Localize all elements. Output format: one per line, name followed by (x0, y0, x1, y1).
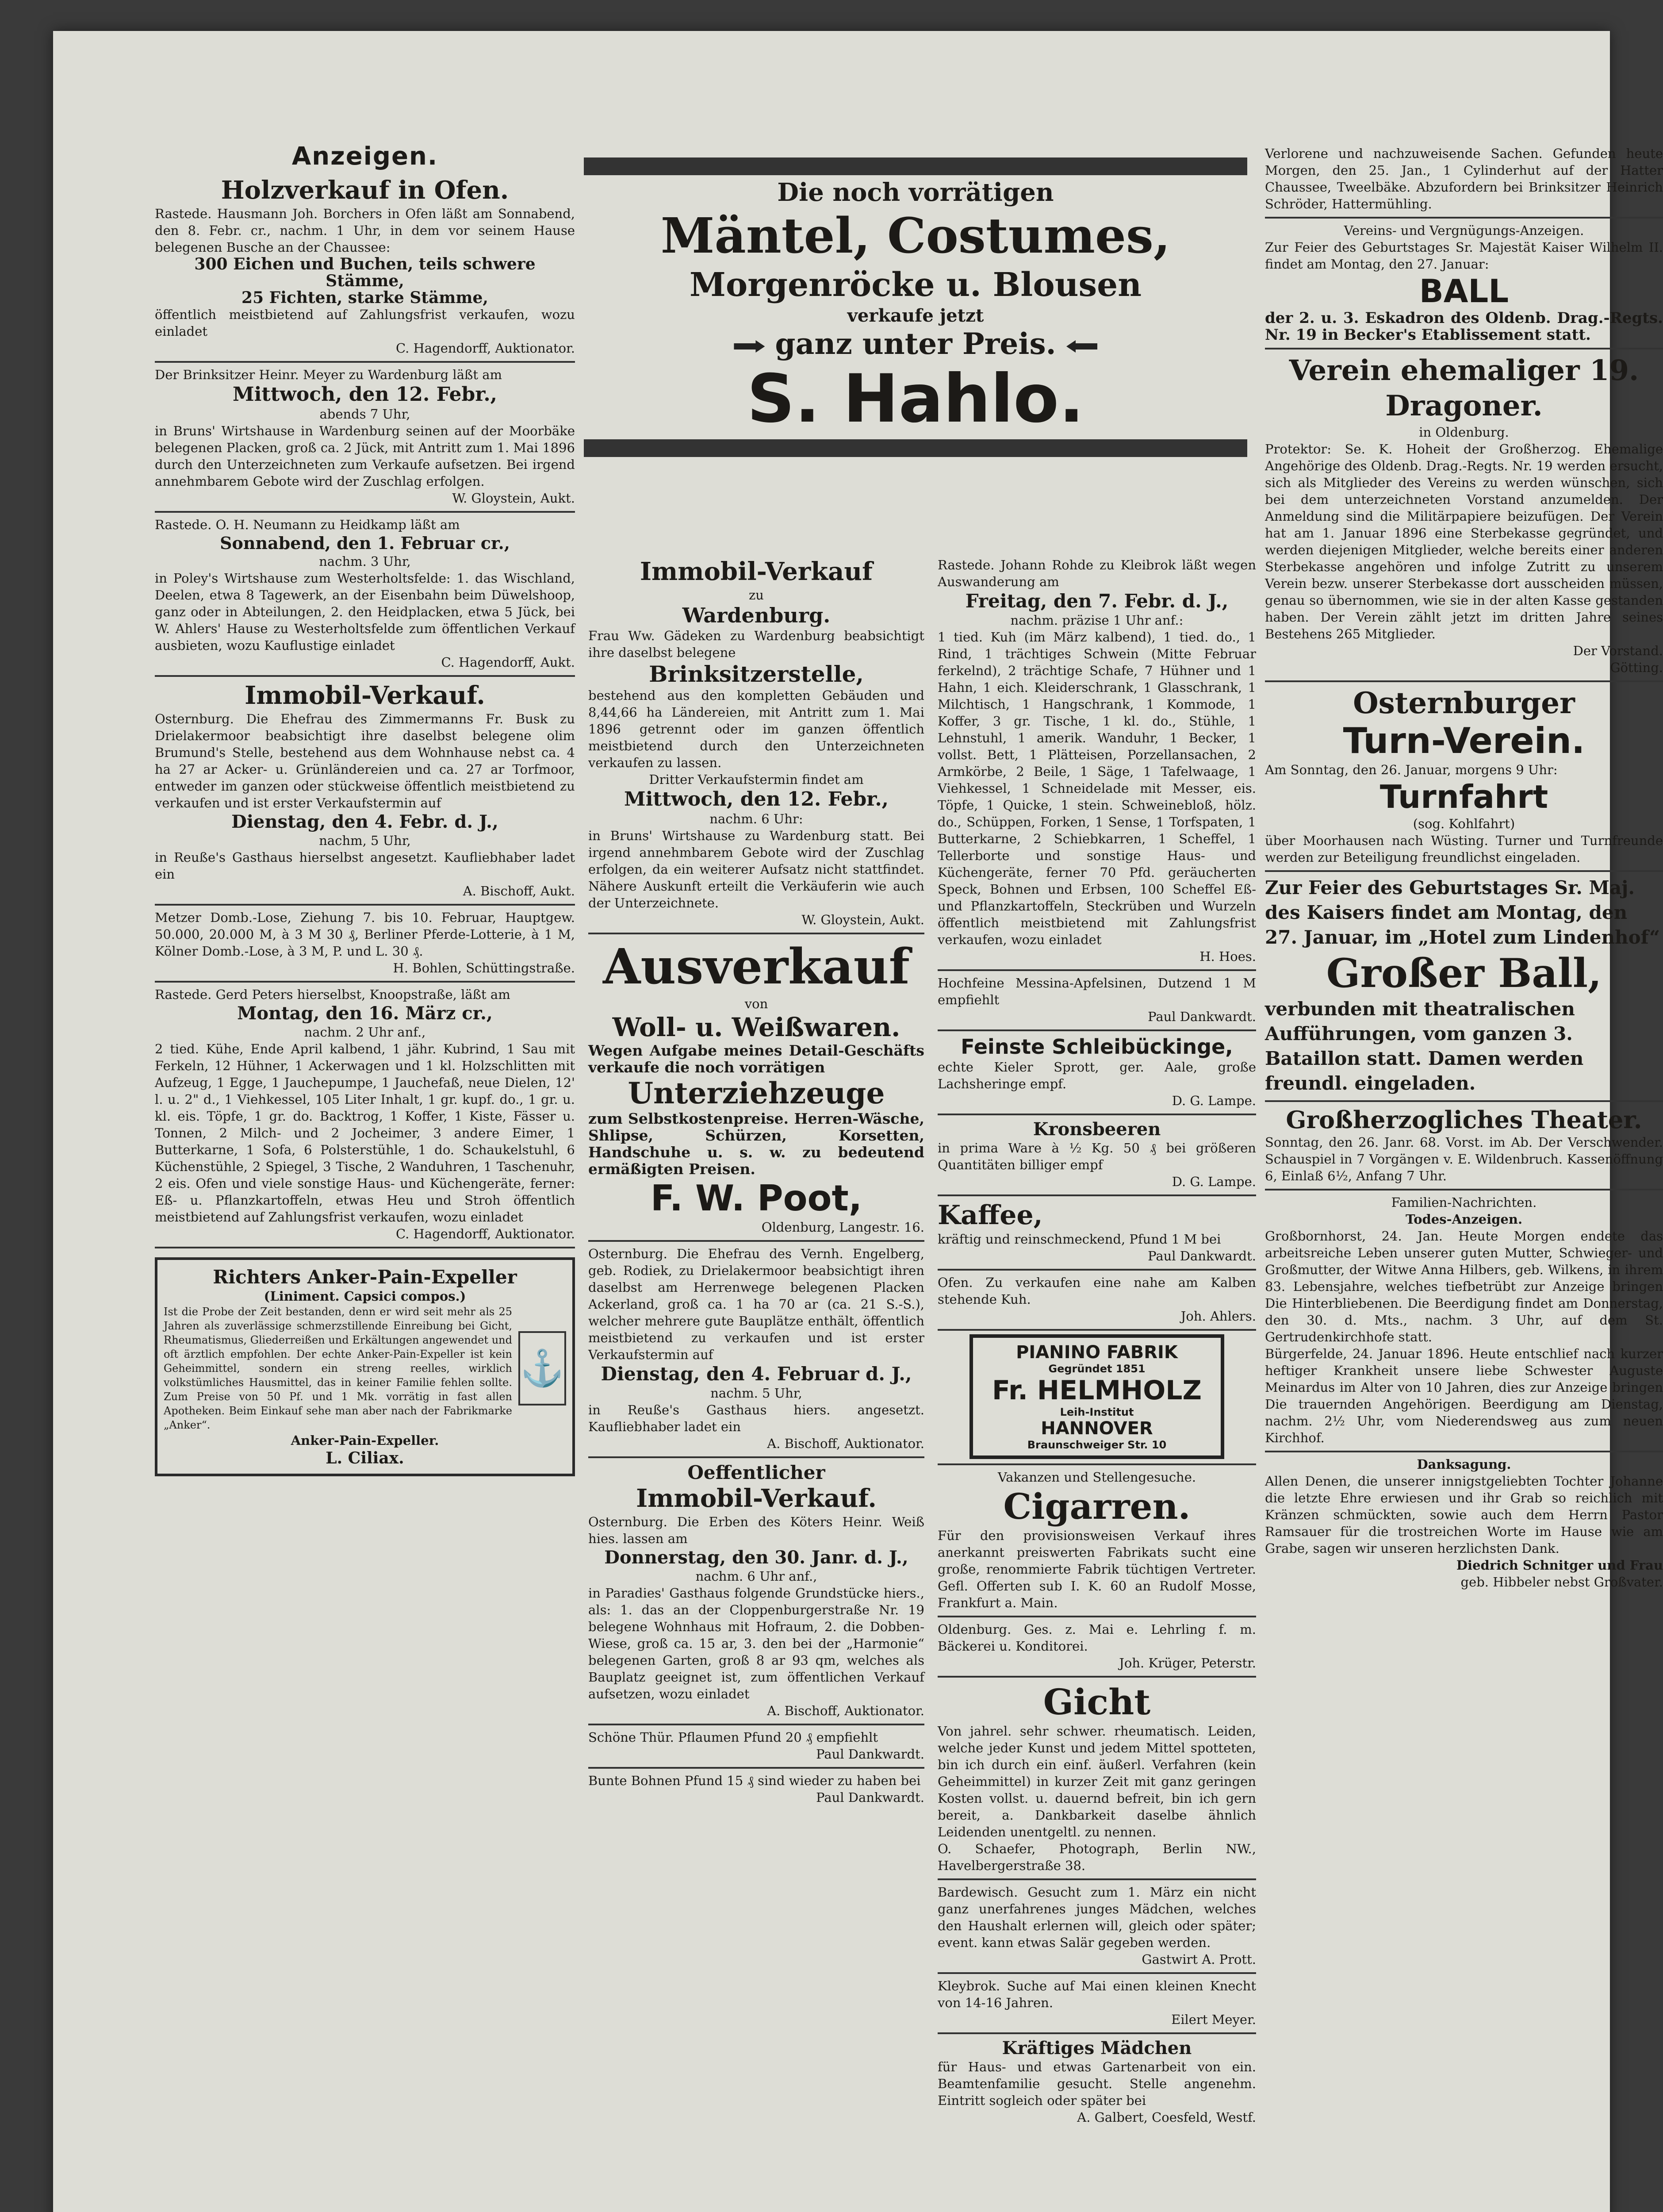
ad-signature: geb. Hibbeler nebst Großvater. (1460, 1575, 1663, 1590)
ad-immobil-wardenburg (588, 553, 924, 934)
ad-body: Großbornhorst, 24. Jan. Heute Morgen endete das arbeitsreiche Leben unserer guten Mutter, Schwieger- und Großmutter, der Witwe Anna Hilbers, geb. Wilkens, in ihrem 83. Lebensjahre, welches tiefbetrübt zur Anzeige bringen Die Hinterbliebenen. Die Beerdigung findet am Donnerstag, den 30. d. Mts., nachm. 3 Uhr, auf dem St. Gertrudenkirchhofe statt. (1265, 1229, 1663, 1344)
pointing-hand-icon (1066, 340, 1097, 353)
ad-headline: Unterziehzeuge (628, 1076, 885, 1110)
ad-body: in Reuße's Gasthaus hierselbst angesetzt. Kaufliebhaber ladet ein (155, 850, 575, 882)
logo-text: Gegründet 1851 (1048, 1363, 1146, 1375)
ad-body: echte Kieler Sprott, ger. Aale, große Lachsheringe empf. (938, 1060, 1256, 1091)
ad-maedchen (938, 2034, 1256, 2130)
section-heading: Vereins- und Vergnügungs-Anzeigen. (1344, 223, 1584, 238)
ad-theater (1265, 1102, 1663, 1190)
ad-body: Ofen. Zu verkaufen eine nahe am Kalben stehende Kuh. (938, 1275, 1256, 1307)
ad-body: Osternburg. Die Ehefrau des Vernh. Engelberg, geb. Rodiek, zu Drielakermoor beabsichtigt ihren daselbst am Herrenwege belegenen Placken Ackerland, groß ca. 1 ha 70 ar (ca. 21 S.-S.), welcher mehrere gute Bauplätze enthält, öffentlich meistbietend zu verkaufen und ist erster Verkaufstermin auf (588, 1246, 924, 1362)
ad-neumann (155, 513, 575, 677)
ad-body: Protektor: Se. K. Hoheit der Großherzog. Ehemalige Angehörige des Oldenb. Drag.-Regts. Nr. 19 werden ersucht, sich als Mitglieder des Vereins zu werden wünschen, sich bei dem unterzeichneten Vorstand anzumelden. Der Anmeldung sind die Militärpapiere beizufügen. Der Verein hat am 1. Januar 1896 eine Sterbekasse gegründet, und werden diejenigen Mitglieder, welche bereits einer anderen Sterbekasse angehören und infolge Zutritt zu unserem Verein bezw. unserer Sterbekasse dort ausscheiden müssen, genau so übernommen, wie sie in der alten Kasse gestanden haben. Der Verein zählt jetzt im dritten Jahre seines Bestehens 265 Mitglieder. (1265, 442, 1663, 641)
ad-title: Kronsbeeren (1033, 1119, 1161, 1140)
ad-body: Osternburg. Die Ehefrau des Zimmermanns Fr. Busk zu Drielakermoor beabsichtigt ihre daselbst belegene olim Brumund's Stelle, bestehend aus dem Wohnhause nebst ca. 4 ha 27 ar Acker- u. Grünländereien und ca. 27 ar Torfmoor, entweder im ganzen oder stückweise öffentlich meistbietend zu verkaufen und ist erster Verkaufstermin auf (155, 711, 575, 810)
ad-signature: Paul Dankwardt. (1148, 1248, 1256, 1263)
ad-body: Für den provisionsweisen Verkauf ihres anerkannt preiswerten Fabrikats sucht eine große, renommierte Fabrik tüchtigen Vertreter. Gefl. Offerten sub I. K. 60 an Rudolf Mosse, Frankfurt a. Main. (938, 1528, 1256, 1610)
ad-place: Wardenburg. (682, 603, 831, 627)
ad-headline: Großer Ball, (1326, 950, 1602, 997)
ad-title: Kaffee, (938, 1200, 1043, 1231)
ad-signature: C. Hagendorff, Aukt. (441, 655, 575, 670)
logo-text: PIANINO FABRIK (1016, 1342, 1178, 1363)
ad-body: Sonntag, den 26. Janr. 68. Vorst. im Ab. Der Verschwender. Schauspiel in 7 Vorgängen v. E. Wildenbruch. Kassenöffnung 6, Einlaß 6½, Anfang 7 Uhr. (1265, 1135, 1663, 1183)
ad-lotterie (155, 906, 575, 983)
ad-title: Richters Anker-Pain-Expeller (213, 1266, 517, 1288)
ad-item: 25 Fichten, starke Stämme, (241, 288, 488, 307)
ad-body: Zur Feier des Geburtstages Sr. Majestät Kaiser Wilhelm II. findet am Montag, den 27. Januar: (1265, 240, 1663, 272)
ad-body: Bürgerfelde, 24. Januar 1896. Heute entschlief nach kurzer heftiger Krankheit unsere liebe Schwester Auguste Meinardus im Alter von 10 Jahren, dies zur Anzeige bringen Die trauernden Angehörigen. Beerdigung am Dienstag, nachm. 2½ Uhr, vom Niederendsweg aus zum neuen Kirchhof. (1265, 1346, 1663, 1445)
ad-date: Mittwoch, den 12. Febr., (624, 788, 889, 810)
ad-body: verbunden mit theatralischen Aufführungen, vom ganzen 3. Bataillon statt. Damen werden freundl. eingeladen. (1265, 998, 1584, 1094)
ad-signature: W. Gloystein, Aukt. (452, 491, 575, 506)
ad-line: Die noch vorrätigen (777, 178, 1054, 207)
ad-signature: A. Bischoff, Auktionator. (767, 1436, 924, 1451)
ad-lehrling (938, 1617, 1256, 1678)
ad-body: kräftig und reinschmeckend, Pfund 1 M bei (938, 1232, 1221, 1247)
pointing-hand-icon (734, 340, 765, 353)
ad-title: Großherzogliches Theater. (1286, 1106, 1642, 1134)
bottom-rule (584, 439, 1247, 457)
ad-headline: Gicht (1043, 1681, 1151, 1723)
ad-signature: Paul Dankwardt. (816, 1790, 924, 1805)
ad-engelberg (588, 1242, 924, 1458)
ad-time: nachm, 5 Uhr, (319, 833, 411, 848)
section-heading: Familien-Nachrichten. (1391, 1195, 1537, 1210)
ad-kronsbeeren (938, 1115, 1256, 1196)
pianino-logo (969, 1334, 1224, 1459)
ad-kaisergeburtstag (1265, 872, 1663, 1102)
ad-title: Turn-Verein. (1343, 720, 1585, 761)
ad-kaffee (938, 1196, 1256, 1271)
ad-gicht (938, 1678, 1256, 1880)
newspaper-page (53, 31, 1663, 2212)
ad-body: in Poley's Wirtshause zum Westerholtsfelde: 1. das Wischland, Deelen, etwa 8 Tagewerk, an der Eisenbahn beim Düwelshoop, ganz oder in Abteilungen, 2. den Heidplacken, etwa 5 Jück, bei W. Ahlers' Hause zu Westerholtsfelde zum öffentlichen Verkauf ausbieten, wozu Kauflustige einladet (155, 571, 575, 653)
ad-date: Freitag, den 7. Febr. d. J., (965, 590, 1229, 612)
ad-apfelsinen (938, 971, 1256, 1031)
ad-signature: Diedrich Schnitger und Frau (1456, 1558, 1663, 1573)
ad-date: Montag, den 16. März cr., (237, 1003, 493, 1024)
ad-body: Von jahrel. sehr schwer. rheumatisch. Leiden, welche jeder Kunst und jedem Mittel spotteten, bin ich durch ein einf. äußerl. Verfahren (kein Geheimmittel) in kurzer Zeit mit ganz geringen Kosten vollst. u. dauernd befreit, bin ich gern bereit, a. Dankbarkeit daselbe ähnlich Leidenden unentgeltl. zu nennen. (938, 1724, 1256, 1839)
ad-line: Oeffentlicher (687, 1462, 825, 1483)
ad-body: in Bruns' Wirtshause in Wardenburg seinen auf der Moorbäke belegenen Placken, groß ca. 2 Jück, mit Antritt zum 1. Mai 1896 durch den Unterzeichneten zum Verkaufe aufsetzen. Bei irgend annehmbarem Gebote wird der Zuschlag erfolgen. (155, 423, 575, 489)
ad-headline: Woll- u. Weißwaren. (612, 1012, 900, 1042)
ad-hahlo (584, 155, 1247, 460)
ad-time: nachm. 6 Uhr anf., (695, 1569, 817, 1584)
ad-time: abends 7 Uhr, (319, 407, 410, 422)
ad-title: Danksagung. (1417, 1457, 1511, 1472)
ad-signature: C. Hagendorff, Auktionator. (395, 341, 575, 356)
column-2 (588, 553, 924, 1810)
ad-headline: Morgenröcke u. Blousen (689, 266, 1142, 304)
ad-date: Dienstag, den 4. Februar d. J., (601, 1363, 912, 1385)
ad-name: Brinksitzerstelle, (649, 661, 864, 687)
logo-text: Braunschweiger Str. 10 (1027, 1439, 1167, 1451)
ad-address: Oldenburg, Langestr. 16. (761, 1220, 924, 1235)
ad-oeffentlicher (588, 1458, 924, 1725)
ad-title: Kräftiges Mädchen (1002, 2038, 1192, 2058)
ad-body: 2 tied. Kühe, Ende April kalbend, 1 jähr. Kubrind, 1 Sau mit Ferkeln, 12 Hühner, 1 Ackerwagen und 1 kl. Holzschlitten mit Aufzeug, 1 Egge, 1 Jauchepumpe, 1 Jauchefaß, neue Dielen, 12' l. u. 2" d., 1 Viehkessel, 105 Liter Inhalt, 1 gr. kupf. do., 1 gr. u. kl. eis. Töpfe, 1 gr. do. Backtrog, 1 Koffer, 1 Kiste, Fässer u. Tonnen, 2 Milch- und 2 Jocheimer, 3 andere Eimer, 1 Butterkarne, 1 Sofa, 6 Polsterstühle, 1 do. Schaukelstuhl, 6 Küchenstühle, 2 Spiegel, 3 Tische, 2 Wanduhren, 1 Taschenuhr, 2 eis. Ofen und viele sonstige Haus- und Küchengeräte, ferner: Eß- u. Pflanzkartoffeln, etwas Heu und Stroh öffentlich meistbietend auf Zahlungsfrist verkaufen, wozu einladet (155, 1041, 575, 1225)
ad-signature: Götting. (1610, 660, 1663, 675)
ad-body: Metzer Domb.-Lose, Ziehung 7. bis 10. Februar, Hauptgew. 50.000, 20.000 M, à 3 M 30 ₰, Berliner Pferde-Lotterie, à 1 M, Kölner Domb.-Lose, à 3 M, P. und L. 30 ₰. (155, 910, 575, 959)
ad-immobil (155, 677, 575, 906)
logo-text: Fr. HELMHOLZ (992, 1375, 1202, 1406)
ad-headline: BALL (1419, 273, 1509, 310)
ad-verloren (1265, 142, 1663, 219)
ad-signature: D. G. Lampe. (1172, 1093, 1256, 1108)
ad-danksagung (1265, 1452, 1663, 1595)
ad-headline: Mäntel, Costumes, (660, 207, 1171, 264)
ad-brand: F. W. Poot, (650, 1178, 862, 1219)
ad-place: in Oldenburg. (1419, 425, 1509, 440)
ad-body: in Bruns' Wirtshause zu Wardenburg statt. Bei irgend annehmbarem Gebote wird der Zuschlag erfolgen, da ein weiterer Aufsatz nicht stattfindet. Nähere Auskunft erteilt die Verkäuferin wie auch der Unterzeichnete. (588, 828, 924, 910)
column-3 (1265, 142, 1663, 1595)
ad-signature: D. G. Lampe. (1172, 1174, 1256, 1189)
ad-time: nachm. 3 Uhr, (319, 554, 411, 569)
ad-title: Immobil-Verkauf. (636, 1484, 877, 1513)
ad-subtitle: (Liniment. Capsici compos.) (264, 1289, 466, 1304)
ad-peters (155, 983, 575, 1248)
ad-body: Schöne Thür. Pflaumen Pfund 20 ₰ empfiehlt (588, 1730, 878, 1745)
ad-line: ganz unter Preis. (775, 326, 1056, 361)
ad-signature: Paul Dankwardt. (1148, 1009, 1256, 1024)
ad-date: Donnerstag, den 30. Janr. d. J., (604, 1547, 908, 1568)
ad-rohde (938, 553, 1256, 971)
ad-item: 300 Eichen und Buchen, teils schwere Stämme, (194, 255, 536, 290)
ad-signature: A. Galbert, Coesfeld, Westf. (1077, 2110, 1256, 2125)
ad-title: Feinste Schleibückinge, (961, 1035, 1233, 1059)
ad-body: über Moorhausen nach Wüsting. Turner und Turnfreunde werden zur Beteiligung freundlichst eingeladen. (1265, 833, 1663, 865)
ad-title: Immobil-Verkauf (640, 557, 873, 586)
ad-line: von (744, 996, 768, 1011)
ad-body: für Haus- und etwas Gartenarbeit von ein. Beamtenfamilie gesucht. Stelle angenehm. Eintritt sogleich oder später bei (938, 2059, 1256, 2108)
ad-body: Am Sonntag, den 26. Januar, morgens 9 Uhr: (1265, 762, 1558, 777)
section-heading: Vakanzen und Stellengesuche. (997, 1470, 1196, 1485)
ad-body: Osternburg. Die Erben des Köters Heinr. Weiß hies. lassen am (588, 1514, 924, 1546)
column-1 (155, 142, 575, 1485)
ad-date: Dienstag, den 4. Febr. d. J., (231, 811, 498, 832)
ad-signature: Anker-Pain-Expeller. (291, 1433, 439, 1448)
logo-text: Leih-Institut (1060, 1406, 1134, 1418)
ad-body: der 2. u. 3. Eskadron des Oldenb. Drag.-Regts. Nr. 19 in Becker's Etablissement statt. (1265, 309, 1663, 344)
ad-signature: A. Bischoff, Auktionator. (767, 1703, 924, 1718)
anchor-icon: ⚓ (518, 1331, 566, 1406)
ad-body: Bardewisch. Gesucht zum 1. März ein nicht ganz unerfahrenes junges Mädchen, welches den Haushalt erlernen will, gleich oder später; event. kann etwas Salär gegeben werden. (938, 1885, 1256, 1950)
ad-holzverkauf (155, 172, 575, 363)
ad-signature: C. Hagendorff, Auktionator. (395, 1226, 575, 1241)
ad-signature: A. Bischoff, Aukt. (463, 883, 575, 899)
ad-signature: W. Gloystein, Aukt. (801, 912, 924, 927)
section-subheading: Todes-Anzeigen. (1405, 1212, 1523, 1227)
ad-title: Holzverkauf in Ofen. (221, 176, 509, 205)
ad-body: öffentlich meistbietend auf Zahlungsfrist verkaufen, wozu einladet (155, 307, 575, 339)
ad-body: Allen Denen, die unserer innigstgeliebten Tochter Johanne die letzte Ehre erwiesen und ihr Grab so reichlich mit Kränzen schmückten, sowie auch dem Herrn Pastor Ramsauer für die trostreichen Worte im Hause wie am Grabe, sagen wir unseren herzlichsten Dank. (1265, 1474, 1663, 1556)
ad-signature: H. Bohlen, Schüttingstraße. (393, 960, 575, 975)
ad-body: Hochfeine Messina-Apfelsinen, Dutzend 1 M empfiehlt (938, 975, 1256, 1007)
ad-title: Immobil-Verkauf. (245, 681, 485, 710)
ad-ausverkauf (588, 934, 924, 1242)
ad-body: Der Brinksitzer Heinr. Meyer zu Wardenburg läßt am (155, 367, 502, 382)
ad-time: nachm. präzise 1 Uhr anf.: (1010, 613, 1184, 628)
logo-text: HANNOVER (1041, 1418, 1153, 1439)
ad-time: nachm. 5 Uhr, (710, 1386, 802, 1401)
ad-body: Ist die Probe der Zeit bestanden, denn er wird seit mehr als 25 Jahren als zuverlässige schmerzstillende Einreibung bei Gicht, Rheumatismus, Gliederreißen und Erkältungen angewendet und oft ärztlich empfohlen. Der echte Anker-Pain-Expeller ist kein Geheimmittel, sondern ein streng reelles, wirklich volkstümliches Hausmittel, das in keiner Familie fehlen sollte. Zum Preise von 50 Pf. und 1 Mk. vorrätig in fast allen Apotheken. Beim Einkauf sehe man aber nach der Fabrikmarke „Anker“. (164, 1306, 512, 1431)
ad-body: in Reuße's Gasthaus hiers. angesetzt. Kaufliebhaber ladet ein (588, 1402, 924, 1434)
ad-title: Ausverkauf (603, 938, 910, 995)
ad-body: Kleybrok. Suche auf Mai einen kleinen Knecht von 14-16 Jahren. (938, 1978, 1256, 2010)
ad-signature: Gastwirt A. Prott. (1142, 1952, 1256, 1967)
ad-body: 1 tied. Kuh (im März kalbend), 1 tied. do., 1 Rind, 1 trächtiges Schwein (Mitte Februar ferkelnd), 2 trächtige Schafe, 7 Hühner und 1 Hahn, 1 eich. Kleiderschrank, 1 Glasschrank, 1 Milchtisch, 1 Hangschrank, 1 Kommode, 1 Koffer, 3 gr. Tische, 1 kl. do., Stühle, 1 Lehnstuhl, 1 amerik. Wanduhr, 1 Becker, 1 vollst. Bett, 1 Plätteisen, Porzellansachen, 2 Armkörbe, 2 Beile, 1 Säge, 1 Tafelwaage, 1 Viehkessel, 1 Schneidelade mit Messer, eis. Töpfe, 1 Quicke, 1 stein. Schweinebloß, hölz. do., Schüppen, Forken, 1 Sense, 1 Torfspaten, 1 Butterkarne, 2 Schiebkarren, 1 Scheffel, 1 Tellerborte und sonstige Haus- und Küchengeräte, ferner 70 Pfd. geräucherten Speck, Bohnen und Erbsen, 100 Scheffel Eß- und Pflanzkartoffeln, Steckrüben und Wurzeln öffentlich meistbietend mit Zahlungsfrist verkaufen, wozu einladet (938, 630, 1256, 947)
ad-time: nachm. 2 Uhr anf., (304, 1025, 426, 1040)
ad-subtitle: (sog. Kohlfahrt) (1413, 816, 1515, 831)
ad-body: in Paradies' Gasthaus folgende Grundstücke hiers., als: 1. das an der Cloppenburgerstraße Nr. 19 belegene Wohnhaus mit Hofraum, 2. die Dobben-Wiese, groß ca. 15 ar, 3. den bei der „Harmonie“ belegenen Garten, groß 8 ar 93 qm, welches als Bauplatz geeignet ist, zum öffentlichen Verkauf aufsetzen, wozu einladet (588, 1586, 924, 1701)
ad-headline: Turnfahrt (1379, 778, 1548, 815)
ad-time: nachm. 6 Uhr: (709, 811, 803, 826)
ad-body: bestehend aus den kompletten Gebäuden und 8,44,66 ha Ländereien, mit Antritt zum 1. Mai 1896 getrennt oder im ganzen öffentlich meistbietend durch den Unterzeichneten verkaufen zu lassen. (588, 688, 924, 770)
ad-vereins (1265, 219, 1663, 349)
ad-headline: Cigarren. (1003, 1486, 1191, 1527)
ad-body: Wegen Aufgabe meines Detail-Geschäfts verkaufe die noch vorrätigen (588, 1042, 924, 1076)
ad-signature: Joh. Ahlers. (1180, 1309, 1256, 1324)
ad-body: Verlorene und nachzuweisende Sachen. Gefunden heute Morgen, den 25. Jan., 1 Cylinderhut auf der Hatter Chaussee, Tweelbäke. Abzufordern bei Brinksitzer Heinrich Schröder, Hattermühling. (1265, 146, 1663, 211)
ad-body: Bunte Bohnen Pfund 15 ₰ sind wieder zu haben bei (588, 1773, 921, 1788)
ad-pain-expeller (155, 1257, 575, 1476)
ad-body: Oldenburg. Ges. z. Mai e. Lehrling f. m. Bäckerei u. Konditorei. (938, 1622, 1256, 1654)
ad-signature: Paul Dankwardt. (816, 1747, 924, 1762)
ad-body: Zur Feier des Geburtstages Sr. Maj. des Kaisers findet am Montag, den 27. Januar, im „Hotel zum Lindenhof“ (1265, 877, 1660, 948)
ad-line: Dritter Verkaufstermin findet am (649, 772, 864, 787)
ad-signature: O. Schaefer, Photograph, Berlin NW., Havelbergerstraße 38. (938, 1841, 1256, 1873)
ad-bohnen (588, 1769, 924, 1810)
column-2b (938, 553, 1256, 2130)
ad-ofen (938, 1271, 1256, 1331)
ad-date: Sonnabend, den 1. Februar cr., (220, 533, 510, 553)
ad-bardewisch (938, 1880, 1256, 1974)
ad-body: zum Selbstkostenpreise. Herren-Wäsche, Shlipse, Schürzen, Korsetten, Handschuhe u. s. w. zu bedeutend ermäßigten Preisen. (588, 1110, 924, 1178)
ad-brand: S. Hahlo. (747, 361, 1084, 438)
ad-body: Rastede. Johann Rohde zu Kleibrok läßt wegen Auswanderung am (938, 557, 1256, 589)
ad-pianino (938, 1331, 1256, 1465)
ad-signature: H. Hoes. (1199, 949, 1256, 964)
ad-kleibrok (938, 1974, 1256, 2034)
ad-body: Rastede. Gerd Peters hierselbst, Knoopstraße, läßt am (155, 987, 510, 1002)
ad-cigarren (938, 1465, 1256, 1617)
ad-body: Rastede. O. H. Neumann zu Heidkamp läßt am (155, 517, 460, 532)
ad-dragoner (1265, 349, 1663, 682)
ad-body: in prima Ware à ½ Kg. 50 ₰ bei größeren Quantitäten billiger empf (938, 1141, 1256, 1172)
ad-pflaumen (588, 1725, 924, 1769)
ad-title: Verein ehemaliger 19. Dragoner. (1289, 354, 1639, 422)
ad-schleibueckinge (938, 1031, 1256, 1115)
ad-body: Frau Ww. Gädeken zu Wardenburg beabsichtigt ihre daselbst belegene (588, 628, 924, 660)
ad-body: Rastede. Hausmann Joh. Borchers in Ofen läßt am Sonnabend, den 8. Febr. cr., nachm. 1 Uhr, in dem vor seinem Hause belegenen Busche an der Chaussee: (155, 206, 575, 255)
ad-line: zu (749, 588, 764, 603)
ad-signature: Der Vorstand. (1573, 643, 1663, 658)
ad-signature: Joh. Krüger, Peterstr. (1119, 1655, 1256, 1671)
ad-date: Mittwoch, den 12. Febr., (232, 383, 498, 406)
ad-signature: Eilert Meyer. (1171, 2012, 1256, 2027)
ad-familie (1265, 1190, 1663, 1452)
top-rule (584, 157, 1247, 175)
ad-turnverein (1265, 682, 1663, 872)
ad-title: Osternburger (1353, 686, 1575, 720)
ad-signature: L. Ciliax. (326, 1449, 404, 1467)
section-title: Anzeigen. (291, 142, 438, 171)
ad-meyer (155, 363, 575, 513)
ad-line: verkaufe jetzt (847, 305, 984, 326)
